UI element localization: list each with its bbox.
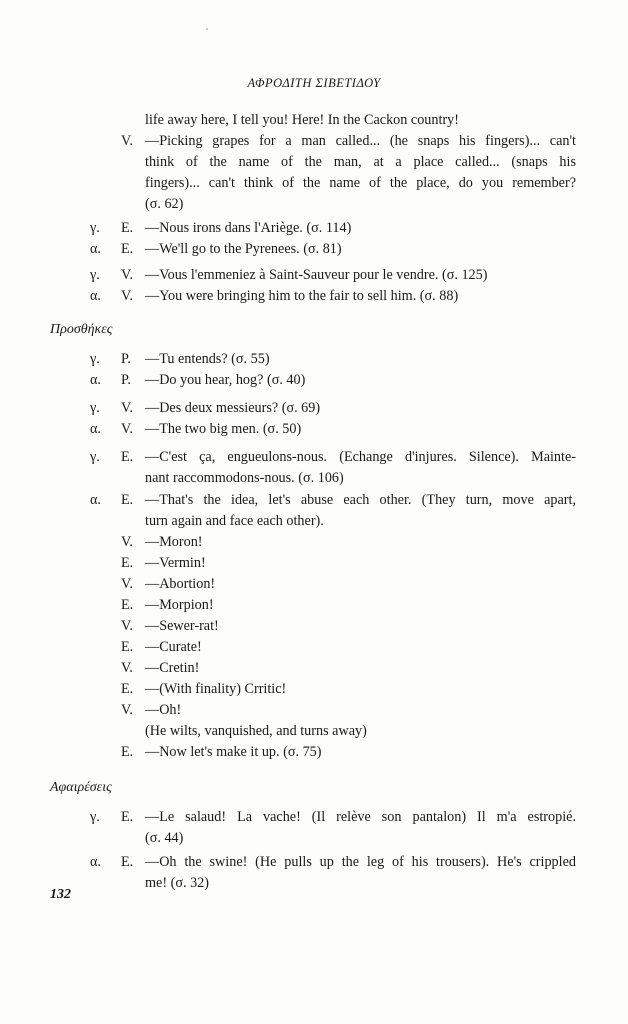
language-marker: α. xyxy=(90,492,101,508)
speaker-label: E. xyxy=(121,220,134,236)
scan-speck xyxy=(206,28,208,30)
line-text: (σ. 62) xyxy=(145,196,184,212)
speaker-label: E. xyxy=(121,492,134,508)
speaker-label: E. xyxy=(121,854,134,870)
line-text: —The two big men. (σ. 50) xyxy=(145,421,302,437)
speaker-label: V. xyxy=(121,288,133,304)
line-text: —Le salaud! La vache! (Il relève son pantalon) Il m'a estropié. xyxy=(145,809,576,825)
line-text: —That's the idea, let's abuse each other. (They turn, move apart, xyxy=(145,492,576,508)
line-text: —Now let's make it up. (σ. 75) xyxy=(145,744,322,760)
section-heading: Προσθήκες xyxy=(50,322,113,337)
language-marker: α. xyxy=(90,372,101,388)
line-text: —Picking grapes for a man called... (he snaps his fingers)... can't xyxy=(145,133,576,149)
speaker-label: V. xyxy=(121,421,133,437)
language-marker: γ. xyxy=(90,809,100,825)
line-text: (σ. 44) xyxy=(145,830,184,846)
speaker-label: V. xyxy=(121,267,133,283)
speaker-label: V. xyxy=(121,702,133,718)
speaker-label: E. xyxy=(121,241,134,257)
line-text: nant raccommodons-nous. (σ. 106) xyxy=(145,470,344,486)
line-text: —Oh the swine! (He pulls up the leg of his trousers). He's crippled xyxy=(145,854,576,870)
language-marker: α. xyxy=(90,241,101,257)
speaker-label: E. xyxy=(121,681,134,697)
speaker-label: E. xyxy=(121,597,134,613)
line-text: life away here, I tell you! Here! In the Cackon country! xyxy=(145,112,459,128)
speaker-label: V. xyxy=(121,400,133,416)
line-text: —Moron! xyxy=(145,534,203,550)
speaker-label: P. xyxy=(121,372,131,388)
language-marker: γ. xyxy=(90,449,100,465)
language-marker: γ. xyxy=(90,267,100,283)
page-number: 132 xyxy=(50,887,71,902)
line-text: —(With finality) Crritic! xyxy=(145,681,287,697)
speaker-label: V. xyxy=(121,133,133,149)
speaker-label: V. xyxy=(121,660,133,676)
speaker-label: E. xyxy=(121,744,134,760)
speaker-label: E. xyxy=(121,639,134,655)
line-text: —Des deux messieurs? (σ. 69) xyxy=(145,400,321,416)
language-marker: α. xyxy=(90,288,101,304)
line-text: fingers)... can't think of the name of the place, do you remember? xyxy=(145,175,576,191)
line-text: —Vous l'emmeniez à Saint-Sauveur pour le vendre. (σ. 125) xyxy=(145,267,488,283)
language-marker: γ. xyxy=(90,400,100,416)
line-text: —Nous irons dans l'Ariège. (σ. 114) xyxy=(145,220,352,236)
line-text: —Abortion! xyxy=(145,576,216,592)
line-text: turn again and face each other). xyxy=(145,513,324,529)
line-text: —Morpion! xyxy=(145,597,214,613)
line-text: me! (σ. 32) xyxy=(145,875,209,891)
language-marker: α. xyxy=(90,854,101,870)
speaker-label: V. xyxy=(121,534,133,550)
language-marker: γ. xyxy=(90,351,100,367)
speaker-label: V. xyxy=(121,618,133,634)
line-text: —Vermin! xyxy=(145,555,206,571)
line-text: —Oh! xyxy=(145,702,182,718)
line-text: (He wilts, vanquished, and turns away) xyxy=(145,723,367,739)
line-text: —C'est ça, engueulons-nous. (Echange d'injures. Silence). Mainte- xyxy=(145,449,576,465)
line-text: —Cretin! xyxy=(145,660,200,676)
line-text: —Curate! xyxy=(145,639,202,655)
speaker-label: V. xyxy=(121,576,133,592)
running-header: ΑΦΡΟΔΙΤΗ ΣΙΒΕΤΙΔΟΥ xyxy=(247,76,381,90)
speaker-label: E. xyxy=(121,555,134,571)
speaker-label: E. xyxy=(121,809,134,825)
section-heading: Αφαιρέσεις xyxy=(50,780,112,795)
language-marker: α. xyxy=(90,421,101,437)
line-text: —We'll go to the Pyrenees. (σ. 81) xyxy=(145,241,342,257)
line-text: —Do you hear, hog? (σ. 40) xyxy=(145,372,306,388)
line-text: think of the name of the man, at a place called... (snaps his xyxy=(145,154,576,170)
speaker-label: P. xyxy=(121,351,131,367)
language-marker: γ. xyxy=(90,220,100,236)
speaker-label: E. xyxy=(121,449,134,465)
line-text: —Sewer-rat! xyxy=(145,618,219,634)
line-text: —Tu entends? (σ. 55) xyxy=(145,351,270,367)
line-text: —You were bringing him to the fair to sell him. (σ. 88) xyxy=(145,288,459,304)
